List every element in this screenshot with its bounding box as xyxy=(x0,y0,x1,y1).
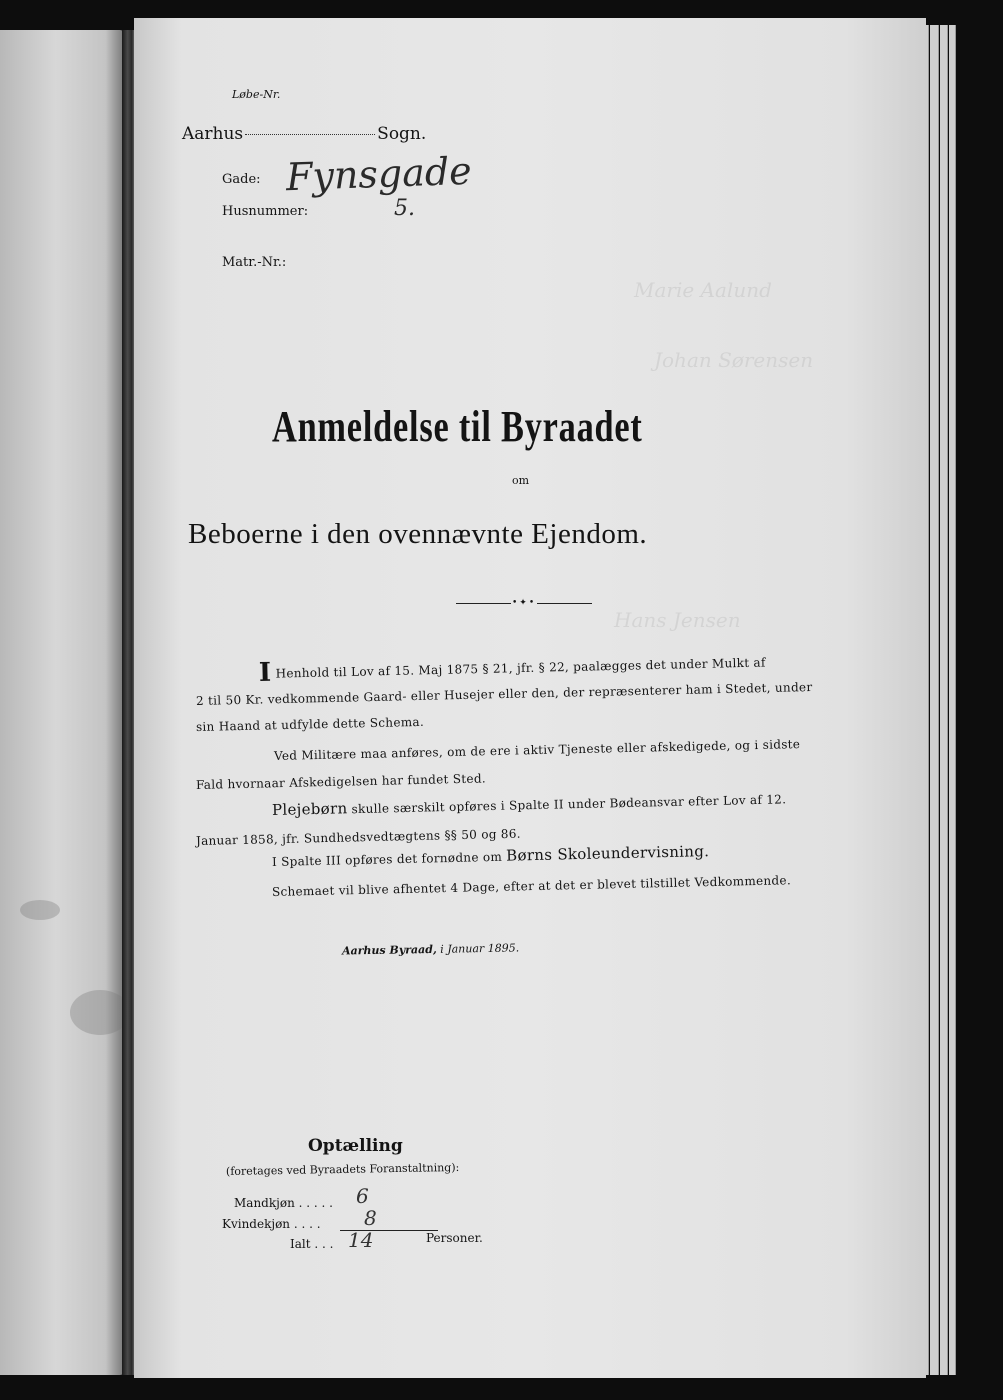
parish-prefix: Aarhus xyxy=(182,124,244,144)
left-page xyxy=(0,30,124,1375)
parish-blank xyxy=(245,134,375,135)
gade-label: Gade: xyxy=(222,172,261,187)
female-label: Kvindekjøn . . . . xyxy=(222,1217,321,1231)
body-line: Fald hvornaar Afskedigelsen har fundet Sted. xyxy=(195,771,487,792)
count-subtitle: (foretages ved Byraadets Foranstaltning): xyxy=(225,1160,460,1178)
body-line: Januar 1858, jfr. Sundhedsvedtægtens §§ 50 og 86. xyxy=(195,826,521,848)
gade-value: Fynsgade xyxy=(285,148,473,200)
signature-line xyxy=(342,941,519,957)
document-title: Anmeldelse til Byraadet xyxy=(272,402,643,451)
body-line: Schemaet vil blive afhentet 4 Dage, efter at det er blevet tilstillet Vedkommende. xyxy=(271,873,792,899)
initial-letter: I xyxy=(258,657,272,688)
husnummer-label: Husnummer: xyxy=(222,204,309,219)
parish-suffix: Sogn. xyxy=(377,124,427,144)
signature-date: i Januar 1895. xyxy=(440,941,520,956)
female-value: 8 xyxy=(364,1206,377,1230)
stain-mark xyxy=(70,990,130,1035)
total-label: Ialt . . . xyxy=(290,1237,334,1251)
body-line: I Spalte III opføres det fornødne om Børns Skoleundervisning. xyxy=(271,842,710,869)
count-title: Optælling xyxy=(308,1136,403,1156)
male-label: Mandkjøn . . . . . xyxy=(234,1196,333,1210)
matr-label: Matr.-Nr.: xyxy=(222,255,287,270)
parish-line xyxy=(182,124,426,144)
document-page xyxy=(134,18,926,1378)
body-line: 2 til 50 Kr. vedkommende Gaard- eller Husejer eller den, der repræsenterer ham i Stedet, under xyxy=(195,680,813,708)
show-through-text: Marie Aalund xyxy=(634,278,772,302)
total-unit: Personer. xyxy=(426,1231,483,1245)
signature-place: Aarhus Byraad, xyxy=(341,942,437,958)
divider-ornament: •✦• xyxy=(456,598,592,608)
body-line: Ved Militære maa anføres, om de ere i aktiv Tjeneste eller afskedigede, og i sidste xyxy=(273,737,801,763)
show-through-text: Hans Jensen xyxy=(614,608,741,632)
stain-mark xyxy=(20,900,60,920)
male-value: 6 xyxy=(356,1184,369,1208)
show-through-text: Johan Sørensen xyxy=(654,348,814,372)
body-line: I Henhold til Lov af 15. Maj 1875 § 21, jfr. § 22, paalægges det under Mulkt af xyxy=(258,655,766,688)
loebe-nr-label: Løbe-Nr. xyxy=(232,88,281,101)
body-line: sin Haand at udfylde dette Schema. xyxy=(195,714,425,734)
title-connector: om xyxy=(512,474,530,487)
total-value: 14 xyxy=(348,1228,374,1252)
husnummer-value: 5. xyxy=(394,196,415,221)
skole-emphasis: Børns Skoleundervisning. xyxy=(505,842,710,865)
document-subtitle: Beboerne i den ovennævnte Ejendom. xyxy=(188,518,648,550)
body-line: Plejebørn skulle særskilt opføres i Spalte II under Bødeansvar efter Lov af 12. xyxy=(271,792,787,819)
plejeborn-emphasis: Plejebørn xyxy=(271,799,348,819)
